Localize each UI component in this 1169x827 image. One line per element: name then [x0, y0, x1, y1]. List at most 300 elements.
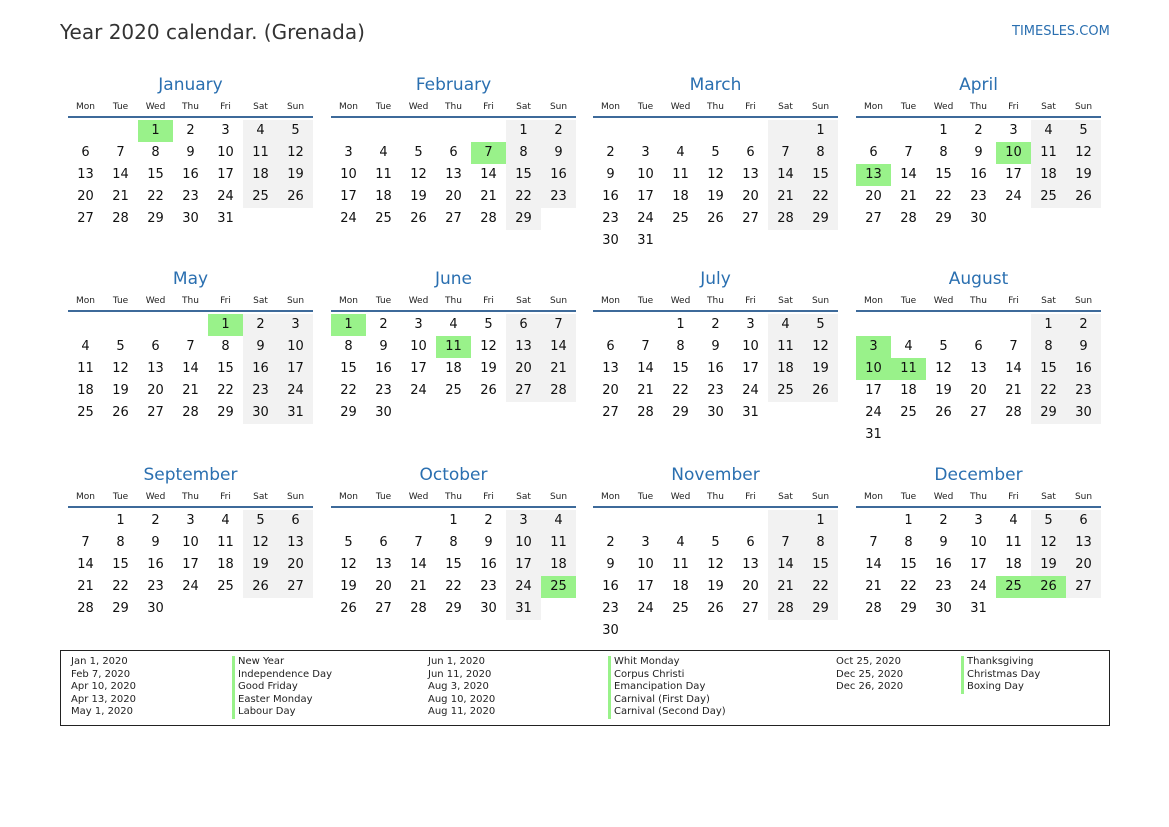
weekday-label: Tue: [637, 102, 654, 112]
day-cell: 16: [707, 361, 724, 376]
weekday-label: Wed: [408, 102, 429, 112]
holiday-day-cell: 1: [331, 314, 366, 336]
day-cell: 26: [1066, 186, 1101, 208]
day-cell: 3: [506, 510, 541, 532]
day-cell: 20: [865, 189, 882, 204]
day-cell: 7: [768, 532, 803, 554]
month-name: September: [143, 465, 238, 485]
day-cell: 26: [707, 211, 724, 226]
day-cell: 30: [935, 601, 952, 616]
empty-cell: [243, 208, 278, 230]
weekday-label: Mon: [864, 296, 883, 306]
weekday-label: Thu: [707, 102, 724, 112]
day-cell: 15: [900, 557, 917, 572]
weekday-label: Tue: [112, 296, 129, 306]
day-cell: 15: [672, 361, 689, 376]
day-cell: 17: [340, 189, 357, 204]
day-cell: 12: [803, 336, 838, 358]
empty-cell: [663, 510, 698, 532]
day-cell: 23: [970, 189, 987, 204]
day-cell: 26: [410, 211, 427, 226]
day-cell: 23: [480, 579, 497, 594]
day-cell: 6: [869, 145, 878, 160]
empty-cell: [698, 510, 733, 532]
day-cell: 14: [112, 167, 129, 182]
day-cell: 4: [449, 317, 458, 332]
weekday-header: [856, 294, 1101, 308]
day-cell: 28: [865, 601, 882, 616]
day-cell: 17: [278, 358, 313, 380]
empty-cell: [1031, 598, 1066, 620]
day-cell: 24: [182, 579, 199, 594]
day-grid: [593, 120, 838, 252]
month-name: November: [671, 465, 760, 485]
month-january: [68, 75, 313, 230]
day-cell: 19: [112, 383, 129, 398]
day-cell: 29: [340, 405, 357, 420]
weekday-label: Fri: [483, 296, 494, 306]
legend-date: Dec 26, 2020: [836, 681, 904, 693]
weekday-label: Fri: [745, 492, 756, 502]
empty-cell: [803, 620, 838, 642]
empty-cell: [401, 510, 436, 532]
day-cell: 28: [112, 211, 129, 226]
empty-cell: [628, 314, 663, 336]
day-cell: 15: [1031, 358, 1066, 380]
weekday-label: Tue: [375, 296, 392, 306]
empty-cell: [768, 120, 803, 142]
day-cell: 19: [707, 579, 724, 594]
weekday-label: Tue: [900, 296, 917, 306]
day-cell: 27: [375, 601, 392, 616]
empty-cell: [1066, 598, 1101, 620]
weekday-label: Sat: [516, 102, 531, 112]
month-november: [593, 465, 838, 642]
day-cell: 14: [768, 164, 803, 186]
day-cell: 24: [637, 211, 654, 226]
day-cell: 16: [602, 579, 619, 594]
empty-cell: [698, 230, 733, 252]
weekday-label: Wed: [933, 102, 954, 112]
day-cell: 6: [379, 535, 388, 550]
empty-cell: [68, 120, 103, 142]
holiday-day-cell: 26: [1031, 576, 1066, 598]
month-july: [593, 269, 838, 424]
empty-cell: [891, 120, 926, 142]
day-cell: 30: [147, 601, 164, 616]
day-cell: 9: [541, 142, 576, 164]
weekday-label: Sun: [811, 296, 830, 306]
weekday-label: Fri: [483, 102, 494, 112]
weekday-label: Sun: [811, 102, 830, 112]
day-cell: 24: [742, 383, 759, 398]
day-cell: 16: [935, 557, 952, 572]
holiday-day-cell: 10: [856, 358, 891, 380]
day-cell: 27: [506, 380, 541, 402]
day-cell: 26: [243, 576, 278, 598]
day-cell: 22: [445, 579, 462, 594]
day-cell: 10: [742, 339, 759, 354]
weekday-label: Mon: [76, 296, 95, 306]
empty-cell: [436, 120, 471, 142]
weekday-label: Sat: [253, 102, 268, 112]
empty-cell: [733, 120, 768, 142]
header-rule: [331, 506, 576, 508]
day-cell: 10: [637, 557, 654, 572]
day-cell: 1: [904, 513, 913, 528]
day-cell: 10: [217, 145, 234, 160]
day-cell: 12: [112, 361, 129, 376]
day-cell: 5: [939, 339, 948, 354]
holiday-legend: [60, 650, 1110, 726]
weekday-label: Sat: [253, 296, 268, 306]
day-cell: 24: [970, 579, 987, 594]
day-cell: 18: [217, 557, 234, 572]
empty-cell: [628, 120, 663, 142]
day-cell: 29: [445, 601, 462, 616]
day-cell: 22: [803, 186, 838, 208]
holiday-day-cell: 1: [208, 314, 243, 336]
day-cell: 14: [182, 361, 199, 376]
day-cell: 21: [637, 383, 654, 398]
day-cell: 22: [672, 383, 689, 398]
legend-dates-col-2: [428, 656, 495, 719]
holiday-day-cell: 25: [996, 576, 1031, 598]
day-cell: 6: [506, 314, 541, 336]
day-cell: 6: [746, 535, 755, 550]
day-cell: 7: [869, 535, 878, 550]
day-cell: 31: [506, 598, 541, 620]
weekday-label: Sat: [516, 296, 531, 306]
day-cell: 4: [221, 513, 230, 528]
day-cell: 1: [449, 513, 458, 528]
day-cell: 30: [480, 601, 497, 616]
day-cell: 2: [606, 145, 615, 160]
empty-cell: [768, 510, 803, 532]
day-cell: 30: [602, 623, 619, 638]
day-cell: 4: [1009, 513, 1018, 528]
weekday-label: Fri: [220, 492, 231, 502]
empty-cell: [733, 620, 768, 642]
day-grid: [856, 314, 1101, 446]
day-cell: 27: [970, 405, 987, 420]
day-grid: [331, 510, 576, 620]
empty-cell: [628, 510, 663, 532]
month-april: [856, 75, 1101, 230]
day-cell: 19: [935, 383, 952, 398]
day-cell: 31: [217, 211, 234, 226]
empty-cell: [593, 314, 628, 336]
page-title: Year 2020 calendar. (Grenada): [60, 20, 365, 44]
day-cell: 13: [445, 167, 462, 182]
day-cell: 26: [112, 405, 129, 420]
day-cell: 10: [410, 339, 427, 354]
legend-holiday-name: Corpus Christi: [608, 669, 726, 682]
legend-dates-col-3: [836, 656, 903, 694]
day-cell: 15: [340, 361, 357, 376]
day-cell: 17: [217, 167, 234, 182]
empty-cell: [331, 510, 366, 532]
day-cell: 8: [221, 339, 230, 354]
month-name: May: [172, 269, 209, 289]
header-rule: [68, 506, 313, 508]
day-cell: 17: [970, 557, 987, 572]
empty-cell: [366, 120, 401, 142]
day-cell: 7: [541, 314, 576, 336]
day-cell: 30: [243, 402, 278, 424]
weekday-header: [593, 490, 838, 504]
empty-cell: [68, 314, 103, 336]
holiday-day-cell: 10: [996, 142, 1031, 164]
weekday-label: Sun: [286, 296, 305, 306]
day-cell: 20: [278, 554, 313, 576]
weekday-label: Thu: [445, 492, 462, 502]
empty-cell: [278, 598, 313, 620]
day-cell: 2: [379, 317, 388, 332]
day-cell: 19: [340, 579, 357, 594]
day-cell: 28: [637, 405, 654, 420]
legend-names-col-1: [232, 656, 332, 719]
header-rule: [68, 116, 313, 118]
empty-cell: [663, 230, 698, 252]
day-cell: 18: [445, 361, 462, 376]
empty-cell: [856, 510, 891, 532]
empty-cell: [996, 424, 1031, 446]
weekday-label: Tue: [112, 102, 129, 112]
month-june: [331, 269, 576, 424]
day-cell: 27: [77, 211, 94, 226]
day-cell: 10: [278, 336, 313, 358]
day-cell: 14: [410, 557, 427, 572]
day-cell: 11: [375, 167, 392, 182]
empty-cell: [996, 208, 1031, 230]
day-cell: 3: [641, 145, 650, 160]
empty-cell: [1031, 208, 1066, 230]
empty-cell: [628, 620, 663, 642]
day-cell: 12: [707, 167, 724, 182]
day-cell: 2: [484, 513, 493, 528]
day-grid: [68, 314, 313, 424]
month-february: [331, 75, 576, 230]
day-cell: 29: [803, 598, 838, 620]
legend-holiday-name: Boxing Day: [961, 681, 1040, 694]
weekday-label: Fri: [1008, 492, 1019, 502]
day-cell: 15: [445, 557, 462, 572]
month-december: [856, 465, 1101, 620]
weekday-label: Thu: [445, 296, 462, 306]
day-cell: 24: [865, 405, 882, 420]
month-september: [68, 465, 313, 620]
month-may: [68, 269, 313, 424]
holiday-day-cell: 11: [436, 336, 471, 358]
day-cell: 4: [768, 314, 803, 336]
day-cell: 20: [602, 383, 619, 398]
month-name: December: [934, 465, 1023, 485]
day-cell: 13: [1066, 532, 1101, 554]
empty-cell: [768, 620, 803, 642]
day-cell: 7: [1009, 339, 1018, 354]
day-cell: 12: [340, 557, 357, 572]
month-name: January: [158, 75, 223, 95]
day-cell: 17: [506, 554, 541, 576]
weekday-label: Thu: [445, 102, 462, 112]
empty-cell: [856, 314, 891, 336]
empty-cell: [803, 230, 838, 252]
day-cell: 19: [803, 358, 838, 380]
day-cell: 17: [742, 361, 759, 376]
day-cell: 20: [375, 579, 392, 594]
day-cell: 11: [243, 142, 278, 164]
day-cell: 21: [112, 189, 129, 204]
day-cell: 22: [112, 579, 129, 594]
day-cell: 7: [904, 145, 913, 160]
day-cell: 7: [116, 145, 125, 160]
legend-dates-col-1: [71, 656, 136, 719]
day-cell: 13: [77, 167, 94, 182]
holiday-day-cell: 25: [541, 576, 576, 598]
day-cell: 4: [676, 535, 685, 550]
empty-cell: [401, 402, 436, 424]
day-cell: 16: [480, 557, 497, 572]
day-cell: 16: [375, 361, 392, 376]
day-cell: 30: [707, 405, 724, 420]
weekday-label: Mon: [601, 492, 620, 502]
weekday-label: Tue: [900, 492, 917, 502]
weekday-label: Sat: [778, 296, 793, 306]
weekday-label: Fri: [745, 102, 756, 112]
holiday-day-cell: 1: [138, 120, 173, 142]
day-cell: 3: [974, 513, 983, 528]
empty-cell: [471, 120, 506, 142]
weekday-label: Mon: [864, 102, 883, 112]
day-cell: 4: [1031, 120, 1066, 142]
day-cell: 7: [81, 535, 90, 550]
header-rule: [856, 116, 1101, 118]
empty-cell: [471, 402, 506, 424]
day-cell: 1: [116, 513, 125, 528]
day-cell: 14: [541, 336, 576, 358]
legend-date: Jun 11, 2020: [428, 668, 492, 680]
day-cell: 7: [641, 339, 650, 354]
day-cell: 23: [147, 579, 164, 594]
day-cell: 10: [340, 167, 357, 182]
empty-cell: [68, 510, 103, 532]
weekday-label: Wed: [670, 102, 691, 112]
day-cell: 4: [81, 339, 90, 354]
day-cell: 25: [77, 405, 94, 420]
day-cell: 6: [1066, 510, 1101, 532]
day-cell: 13: [375, 557, 392, 572]
month-name: August: [948, 269, 1009, 289]
day-cell: 7: [414, 535, 423, 550]
day-cell: 14: [900, 167, 917, 182]
day-cell: 18: [768, 358, 803, 380]
day-cell: 27: [147, 405, 164, 420]
day-cell: 13: [970, 361, 987, 376]
day-cell: 18: [541, 554, 576, 576]
weekday-label: Fri: [1008, 296, 1019, 306]
day-cell: 12: [243, 532, 278, 554]
day-cell: 30: [182, 211, 199, 226]
day-cell: 26: [707, 601, 724, 616]
legend-date: May 1, 2020: [71, 706, 134, 718]
legend-date: Dec 25, 2020: [836, 668, 904, 680]
holiday-day-cell: 3: [856, 336, 891, 358]
day-grid: [593, 314, 838, 424]
day-cell: 17: [182, 557, 199, 572]
day-cell: 18: [672, 189, 689, 204]
day-cell: 5: [484, 317, 493, 332]
day-cell: 19: [1066, 164, 1101, 186]
day-cell: 11: [77, 361, 94, 376]
weekday-label: Sun: [549, 102, 568, 112]
empty-cell: [663, 120, 698, 142]
month-october: [331, 465, 576, 620]
empty-cell: [173, 314, 208, 336]
day-cell: 9: [1066, 336, 1101, 358]
empty-cell: [278, 208, 313, 230]
empty-cell: [698, 620, 733, 642]
weekday-label: Thu: [970, 492, 987, 502]
day-cell: 9: [151, 535, 160, 550]
header-rule: [331, 310, 576, 312]
day-cell: 30: [970, 211, 987, 226]
empty-cell: [1031, 424, 1066, 446]
day-grid: [331, 120, 576, 230]
day-cell: 6: [746, 145, 755, 160]
empty-cell: [173, 598, 208, 620]
weekday-label: Mon: [339, 296, 358, 306]
weekday-label: Thu: [707, 296, 724, 306]
day-cell: 5: [803, 314, 838, 336]
weekday-label: Mon: [339, 102, 358, 112]
weekday-label: Tue: [637, 492, 654, 502]
site-link[interactable]: TIMESLES.COM: [1012, 24, 1110, 39]
weekday-label: Sun: [1074, 492, 1093, 502]
day-cell: 8: [939, 145, 948, 160]
day-cell: 26: [803, 380, 838, 402]
day-cell: 16: [182, 167, 199, 182]
weekday-label: Tue: [112, 492, 129, 502]
day-cell: 24: [506, 576, 541, 598]
day-cell: 27: [742, 211, 759, 226]
day-cell: 19: [707, 189, 724, 204]
day-cell: 28: [480, 211, 497, 226]
legend-date: Jan 1, 2020: [71, 656, 128, 667]
weekday-header: [856, 490, 1101, 504]
day-cell: 12: [480, 339, 497, 354]
day-cell: 28: [768, 208, 803, 230]
day-cell: 25: [243, 186, 278, 208]
day-cell: 19: [1031, 554, 1066, 576]
day-cell: 15: [147, 167, 164, 182]
day-cell: 15: [935, 167, 952, 182]
weekday-label: Sat: [1041, 296, 1056, 306]
day-cell: 25: [672, 601, 689, 616]
day-cell: 6: [151, 339, 160, 354]
empty-cell: [138, 314, 173, 336]
day-cell: 23: [182, 189, 199, 204]
day-cell: 28: [1005, 405, 1022, 420]
weekday-label: Mon: [601, 102, 620, 112]
holiday-day-cell: 13: [856, 164, 891, 186]
day-cell: 5: [278, 120, 313, 142]
day-cell: 5: [1066, 120, 1101, 142]
day-cell: 3: [221, 123, 230, 138]
day-cell: 25: [445, 383, 462, 398]
day-cell: 20: [970, 383, 987, 398]
weekday-label: Sat: [778, 102, 793, 112]
